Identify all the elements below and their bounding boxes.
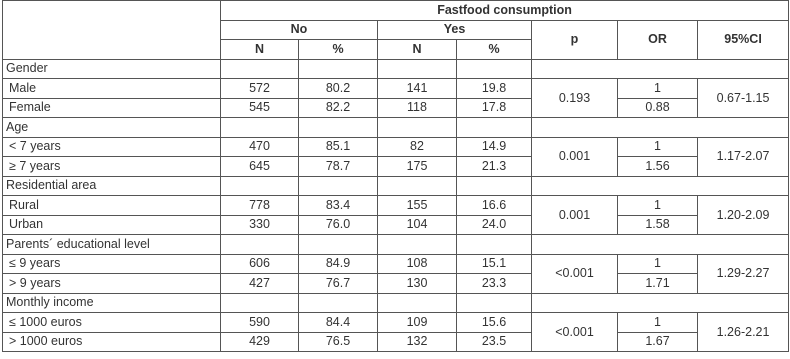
yes-n-header: N (378, 40, 457, 60)
table-body (3, 59, 789, 352)
cell-no-pct: 78.7 (299, 157, 378, 177)
cell-yes-n: 118 (378, 98, 457, 118)
confidence-interval: 1.29-2.27 (698, 254, 789, 293)
row-label: > 1000 euros (3, 332, 221, 352)
empty-cell (378, 176, 457, 196)
empty-cell (457, 59, 532, 79)
category-title: Parents´ educational level (3, 235, 221, 255)
cell-yes-n: 132 (378, 332, 457, 352)
cell-yes-pct: 21.3 (457, 157, 532, 177)
cell-yes-pct: 14.9 (457, 137, 532, 157)
cell-no-pct: 76.5 (299, 332, 378, 352)
empty-cell (378, 235, 457, 255)
cell-no-n: 590 (221, 313, 299, 333)
cell-no-n: 470 (221, 137, 299, 157)
empty-cell (532, 235, 789, 255)
cell-no-pct: 82.2 (299, 98, 378, 118)
yes-pct-header: % (457, 40, 532, 60)
empty-cell (532, 118, 789, 138)
cell-no-pct: 83.4 (299, 196, 378, 216)
odds-ratio: 0.88 (618, 98, 698, 118)
cell-yes-pct: 23.5 (457, 332, 532, 352)
cell-yes-n: 104 (378, 215, 457, 235)
cell-yes-pct: 16.6 (457, 196, 532, 216)
empty-cell (457, 176, 532, 196)
odds-ratio: 1 (618, 79, 698, 99)
confidence-interval: 1.20-2.09 (698, 196, 789, 235)
row-label: < 7 years (3, 137, 221, 157)
odds-ratio: 1 (618, 254, 698, 274)
row-label: ≤ 9 years (3, 254, 221, 274)
empty-cell (457, 235, 532, 255)
odds-ratio: 1.67 (618, 332, 698, 352)
cell-yes-n: 109 (378, 313, 457, 333)
table-row (3, 254, 789, 274)
odds-ratio: 1 (618, 137, 698, 157)
corner-cell (3, 1, 221, 60)
category-title: Monthly income (3, 293, 221, 313)
cell-no-n: 572 (221, 79, 299, 99)
odds-ratio: 1.56 (618, 157, 698, 177)
odds-ratio: 1.58 (618, 215, 698, 235)
odds-ratio: 1 (618, 313, 698, 333)
empty-cell (378, 293, 457, 313)
confidence-interval: 0.67-1.15 (698, 79, 789, 118)
cell-yes-pct: 15.1 (457, 254, 532, 274)
category-title: Age (3, 118, 221, 138)
p-value: 0.001 (532, 137, 618, 176)
p-value: 0.001 (532, 196, 618, 235)
p-value: 0.193 (532, 79, 618, 118)
confidence-interval: 1.17-2.07 (698, 137, 789, 176)
cell-yes-pct: 15.6 (457, 313, 532, 333)
category-row (3, 118, 789, 138)
no-pct-header: % (299, 40, 378, 60)
table-row (3, 98, 789, 118)
empty-cell (221, 176, 299, 196)
row-label: Rural (3, 196, 221, 216)
cell-no-pct: 84.4 (299, 313, 378, 333)
cell-no-n: 778 (221, 196, 299, 216)
table-row (3, 196, 789, 216)
cell-yes-pct: 24.0 (457, 215, 532, 235)
cell-yes-pct: 23.3 (457, 274, 532, 294)
cell-no-n: 330 (221, 215, 299, 235)
empty-cell (299, 176, 378, 196)
category-row (3, 235, 789, 255)
empty-cell (299, 118, 378, 138)
table-row (3, 313, 789, 333)
table-row (3, 332, 789, 352)
cell-no-n: 606 (221, 254, 299, 274)
cell-no-pct: 76.0 (299, 215, 378, 235)
cell-no-pct: 85.1 (299, 137, 378, 157)
row-label: > 9 years (3, 274, 221, 294)
p-value: <0.001 (532, 254, 618, 293)
row-label: Urban (3, 215, 221, 235)
category-row (3, 176, 789, 196)
cell-yes-n: 130 (378, 274, 457, 294)
empty-cell (457, 293, 532, 313)
category-title: Residential area (3, 176, 221, 196)
p-header: p (532, 20, 618, 59)
cell-yes-n: 155 (378, 196, 457, 216)
empty-cell (378, 118, 457, 138)
table-row (3, 79, 789, 99)
cell-yes-n: 141 (378, 79, 457, 99)
row-label: Male (3, 79, 221, 99)
table-row (3, 215, 789, 235)
empty-cell (299, 293, 378, 313)
cell-no-pct: 76.7 (299, 274, 378, 294)
category-row (3, 59, 789, 79)
empty-cell (532, 293, 789, 313)
empty-cell (221, 59, 299, 79)
table-row (3, 137, 789, 157)
fastfood-table (2, 0, 789, 352)
empty-cell (221, 293, 299, 313)
row-label: Female (3, 98, 221, 118)
cell-no-pct: 80.2 (299, 79, 378, 99)
table-header (3, 1, 789, 60)
cell-no-n: 545 (221, 98, 299, 118)
no-header: No (221, 20, 378, 40)
cell-no-n: 427 (221, 274, 299, 294)
empty-cell (221, 235, 299, 255)
empty-cell (299, 59, 378, 79)
empty-cell (532, 176, 789, 196)
row-label: ≤ 1000 euros (3, 313, 221, 333)
empty-cell (378, 59, 457, 79)
empty-cell (457, 118, 532, 138)
cell-yes-pct: 17.8 (457, 98, 532, 118)
cell-no-pct: 84.9 (299, 254, 378, 274)
empty-cell (221, 118, 299, 138)
confidence-interval: 1.26-2.21 (698, 313, 789, 352)
ci-header: 95%CI (698, 20, 789, 59)
empty-cell (532, 59, 789, 79)
cell-yes-n: 108 (378, 254, 457, 274)
row-label: ≥ 7 years (3, 157, 221, 177)
cell-yes-pct: 19.8 (457, 79, 532, 99)
odds-ratio: 1 (618, 196, 698, 216)
table-row (3, 274, 789, 294)
category-row (3, 293, 789, 313)
p-value: <0.001 (532, 313, 618, 352)
category-title: Gender (3, 59, 221, 79)
cell-yes-n: 175 (378, 157, 457, 177)
cell-yes-n: 82 (378, 137, 457, 157)
empty-cell (299, 235, 378, 255)
odds-ratio: 1.71 (618, 274, 698, 294)
yes-header: Yes (378, 20, 532, 40)
group-title: Fastfood consumption (221, 1, 789, 21)
cell-no-n: 645 (221, 157, 299, 177)
or-header: OR (618, 20, 698, 59)
table-row (3, 157, 789, 177)
no-n-header: N (221, 40, 299, 60)
cell-no-n: 429 (221, 332, 299, 352)
